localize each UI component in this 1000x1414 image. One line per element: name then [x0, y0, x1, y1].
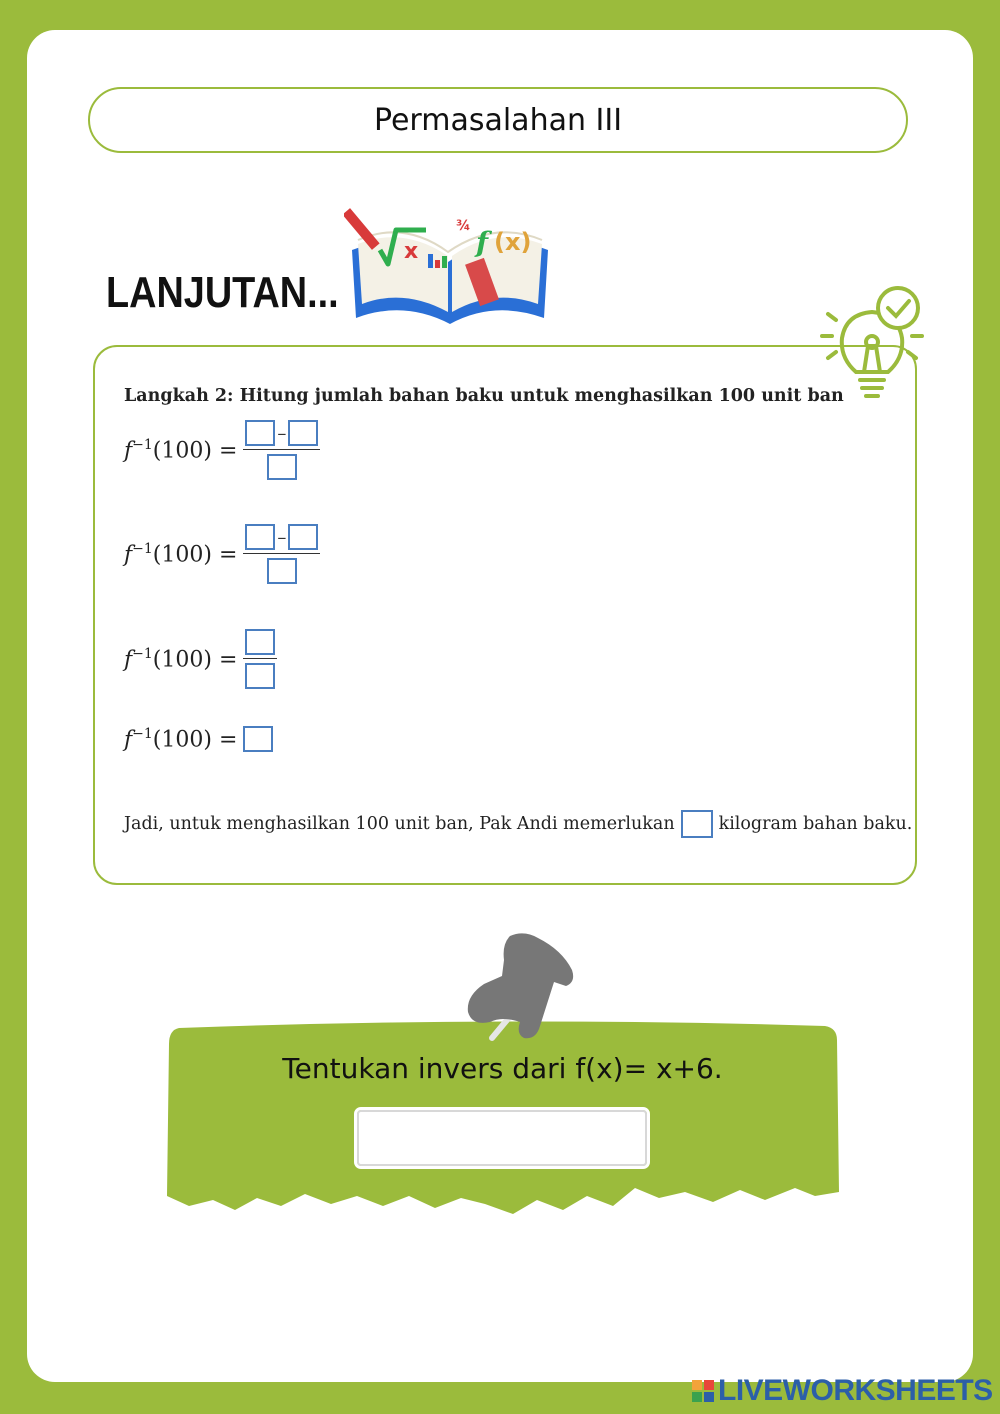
liveworksheets-logo-icon — [692, 1380, 714, 1402]
math-book-icon — [344, 200, 556, 330]
equation-2 — [124, 524, 320, 584]
page-title-text: Permasalahan III — [373, 102, 623, 138]
svg-text:¾: ¾ — [456, 218, 471, 234]
question-text: Tentukan invers dari f(x)= x+6. — [282, 1052, 723, 1085]
eq2-numerator-blank-1[interactable] — [245, 524, 275, 550]
eq2-numerator-blank-2[interactable] — [288, 524, 318, 550]
eq1-numerator-blank-2[interactable] — [288, 420, 318, 446]
equation-1 — [124, 420, 320, 480]
equation-4-lhs: $f^{-1}(100)$ = — [124, 726, 238, 753]
equation-3-fraction — [243, 629, 277, 689]
equation-2-fraction — [243, 524, 320, 584]
liveworksheets-brand-text: LIVEWORKSHEETS — [718, 1374, 993, 1407]
answer-input[interactable] — [357, 1110, 647, 1166]
svg-text:(x): (x) — [494, 228, 532, 256]
svg-text:x: x — [404, 239, 419, 264]
conclusion-sentence — [124, 810, 912, 838]
equation-1-lhs: $f^{-1}(100)$ = — [124, 436, 238, 464]
eq4-result-blank[interactable] — [243, 726, 273, 752]
eq1-denominator-blank[interactable] — [267, 454, 297, 480]
conclusion-blank[interactable] — [681, 810, 713, 838]
pushpin-icon — [462, 930, 582, 1050]
equation-4 — [124, 726, 273, 752]
conclusion-text-before: Jadi, untuk menghasilkan 100 unit ban, Pak Andi memerlukan — [124, 814, 675, 834]
page-title — [88, 87, 908, 153]
step-title: Langkah 2: Hitung jumlah bahan baku untuk menghasilkan 100 unit ban — [124, 386, 844, 406]
equation-3-lhs: $f^{-1}(100)$ = — [124, 645, 238, 673]
section-heading: LANJUTAN... — [106, 268, 339, 317]
eq3-denominator-blank[interactable] — [245, 663, 275, 689]
eq2-denominator-blank[interactable] — [267, 558, 297, 584]
eq1-numerator-blank-1[interactable] — [245, 420, 275, 446]
equation-2-lhs: $f^{-1}(100)$ = — [124, 540, 238, 568]
liveworksheets-logo — [692, 1374, 993, 1408]
equation-3 — [124, 629, 277, 689]
minus-sign: – — [277, 422, 287, 444]
equation-1-fraction — [243, 420, 320, 480]
minus-sign: – — [277, 526, 287, 548]
conclusion-text-after: kilogram bahan baku. — [718, 814, 913, 834]
svg-text:f: f — [476, 226, 489, 259]
eq3-numerator-blank[interactable] — [245, 629, 275, 655]
